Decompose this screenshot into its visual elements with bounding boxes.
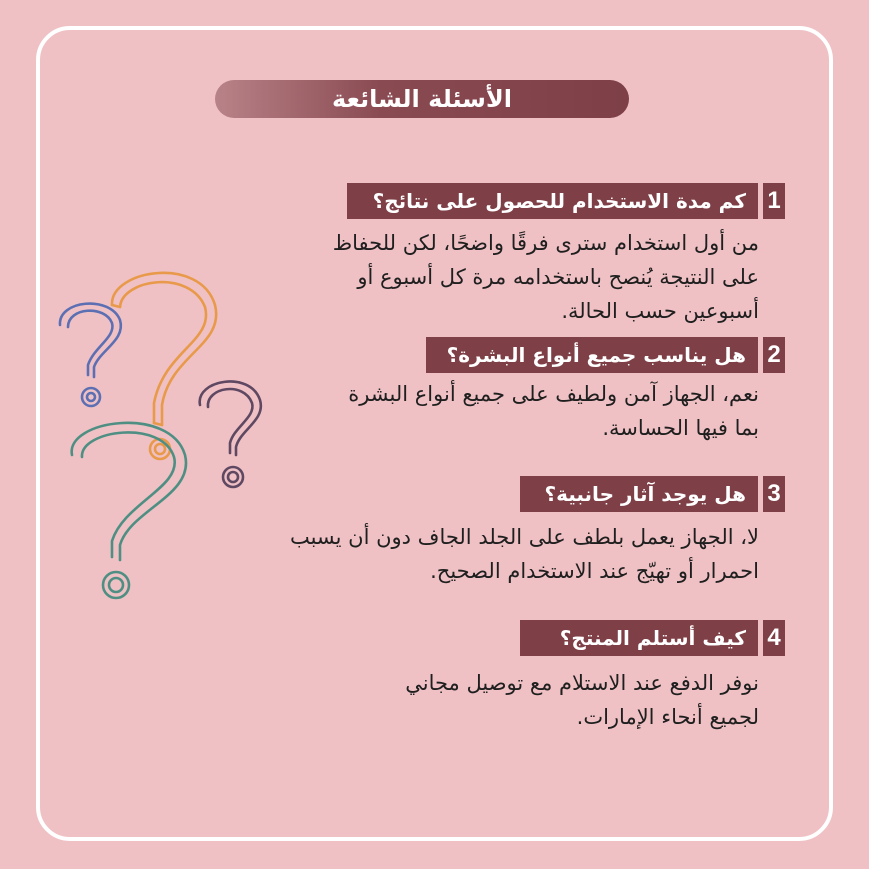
faq-question-1 bbox=[347, 183, 758, 219]
question-marks-decoration bbox=[50, 255, 300, 615]
faq-question-3 bbox=[520, 476, 758, 512]
question-mark-blue-icon bbox=[60, 304, 121, 406]
faq-question-3-text: هل يوجد آثار جانبية؟ bbox=[544, 482, 746, 506]
question-mark-purple-icon bbox=[200, 381, 261, 487]
faq-answer-2-line-2: بما فيها الحساسة. bbox=[602, 416, 759, 440]
faq-answer-3 bbox=[290, 520, 759, 588]
faq-answer-4-line-2: لجميع أنحاء الإمارات. bbox=[576, 705, 759, 729]
faq-question-2 bbox=[426, 337, 758, 373]
faq-answer-1-line-3: أسبوعين حسب الحالة. bbox=[561, 299, 759, 323]
faq-question-2-text: هل يناسب جميع أنواع البشرة؟ bbox=[446, 343, 746, 367]
page-title-text: الأسئلة الشائعة bbox=[332, 85, 512, 113]
faq-answer-2-line-1: نعم، الجهاز آمن ولطيف على جميع أنواع البشرة bbox=[348, 382, 759, 406]
faq-question-1-text: كم مدة الاستخدام للحصول على نتائج؟ bbox=[372, 189, 746, 213]
faq-answer-4 bbox=[405, 666, 759, 734]
faq-answer-1-line-1: من أول استخدام سترى فرقًا واضحًا، لكن للحفاظ bbox=[332, 231, 759, 255]
faq-answer-3-line-2: احمرار أو تهيّج عند الاستخدام الصحيح. bbox=[430, 559, 759, 583]
faq-number-2: 2 bbox=[763, 337, 785, 373]
faq-number-1: 1 bbox=[763, 183, 785, 219]
faq-answer-1-line-2: على النتيجة يُنصح باستخدامه مرة كل أسبوع أو bbox=[357, 265, 759, 289]
page-title bbox=[215, 80, 629, 118]
faq-answer-1 bbox=[333, 226, 759, 328]
faq-question-4-text: كيف أستلم المنتج؟ bbox=[559, 626, 746, 650]
faq-answer-2 bbox=[348, 377, 759, 445]
faq-answer-3-line-1: لا، الجهاز يعمل بلطف على الجلد الجاف دون أن يسبب bbox=[289, 525, 759, 549]
faq-number-4: 4 bbox=[763, 620, 785, 656]
faq-question-4 bbox=[520, 620, 758, 656]
faq-answer-4-line-1: نوفر الدفع عند الاستلام مع توصيل مجاني bbox=[405, 671, 759, 695]
faq-number-3: 3 bbox=[763, 476, 785, 512]
question-mark-teal-icon bbox=[72, 423, 186, 598]
